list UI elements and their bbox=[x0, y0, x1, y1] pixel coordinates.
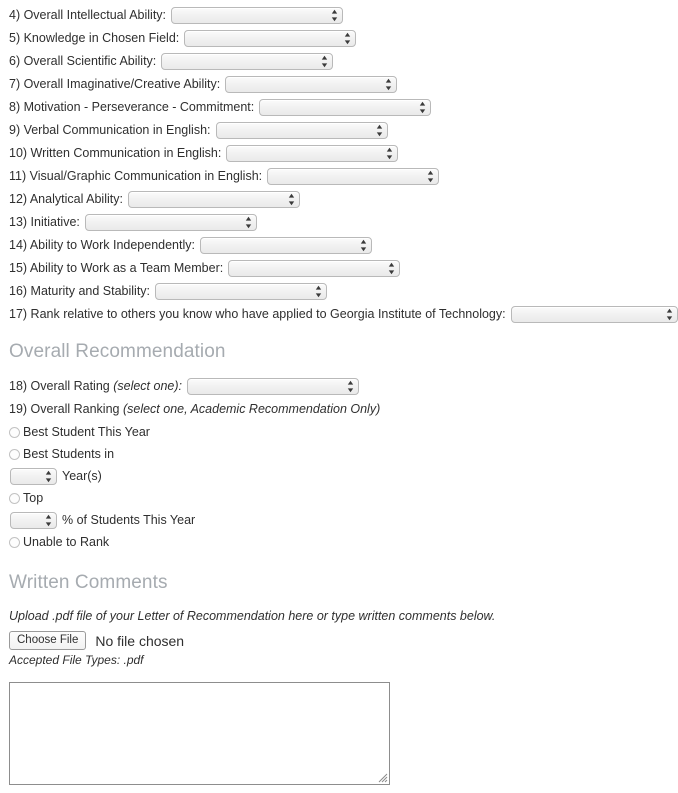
select-maturity-and-stability[interactable] bbox=[155, 283, 327, 300]
question-label-7: 7) Overall Imaginative/Creative Ability: bbox=[9, 77, 221, 91]
years-select-row bbox=[9, 465, 678, 487]
question-label-17: 17) Rank relative to others you know who have applied to Georgia Institute of Technology: bbox=[9, 307, 506, 321]
radio-label-unable-to-rank: Unable to Rank bbox=[23, 535, 110, 549]
question-label-4: 4) Overall Intellectual Ability: bbox=[9, 8, 167, 22]
stepper-arrows-icon bbox=[427, 170, 434, 183]
question-label-18-italic: (select one): bbox=[113, 379, 182, 393]
question-label-5: 5) Knowledge in Chosen Field: bbox=[9, 31, 180, 45]
select-written-communication-in-english[interactable] bbox=[226, 145, 398, 162]
question-label-6: 6) Overall Scientific Ability: bbox=[9, 54, 157, 68]
stepper-arrows-icon bbox=[45, 470, 52, 483]
select-verbal-communication-in-english[interactable] bbox=[216, 122, 388, 139]
accepted-file-types-label: Accepted File Types: .pdf bbox=[9, 653, 144, 667]
choose-file-button[interactable]: Choose File bbox=[9, 631, 86, 650]
radio-best-student-this-year[interactable] bbox=[9, 427, 20, 438]
radio-row-best-student-this-year[interactable] bbox=[9, 421, 678, 443]
select-overall-rating[interactable] bbox=[187, 378, 359, 395]
select-motivation-perseverance-commitment[interactable] bbox=[259, 99, 431, 116]
select-overall-intellectual-ability[interactable] bbox=[171, 7, 343, 24]
question-label-19 bbox=[9, 402, 380, 417]
radio-label-best-students-in: Best Students in bbox=[23, 447, 115, 461]
radio-best-students-in[interactable] bbox=[9, 449, 20, 460]
file-status-label: No file chosen bbox=[95, 632, 185, 649]
section-heading-written-comments: Written Comments bbox=[9, 572, 168, 593]
stepper-arrows-icon bbox=[388, 262, 395, 275]
select-overall-scientific-ability[interactable] bbox=[161, 53, 333, 70]
stepper-arrows-icon bbox=[376, 124, 383, 137]
question-label-9: 9) Verbal Communication in English: bbox=[9, 123, 211, 137]
years-suffix-label: Year(s) bbox=[62, 469, 102, 483]
radio-unable-to-rank[interactable] bbox=[9, 537, 20, 548]
question-row-10 bbox=[9, 142, 678, 165]
stepper-arrows-icon bbox=[331, 9, 338, 22]
select-visual-graphic-communication-in-english[interactable] bbox=[267, 168, 439, 185]
question-label-18-main: 18) Overall Rating bbox=[9, 379, 114, 393]
select-ability-to-work-independently[interactable] bbox=[200, 237, 372, 254]
written-comments-textarea[interactable] bbox=[9, 682, 390, 785]
select-top-percent[interactable] bbox=[10, 512, 57, 529]
question-label-10: 10) Written Communication in English: bbox=[9, 146, 222, 160]
select-analytical-ability[interactable] bbox=[128, 191, 300, 208]
select-number-of-years[interactable] bbox=[10, 468, 57, 485]
question-label-12: 12) Analytical Ability: bbox=[9, 192, 123, 206]
question-label-11: 11) Visual/Graphic Communication in English: bbox=[9, 169, 263, 183]
stepper-arrows-icon bbox=[344, 32, 351, 45]
question-row-17 bbox=[9, 303, 678, 326]
stepper-arrows-icon bbox=[347, 380, 354, 393]
percent-select-row bbox=[9, 509, 678, 531]
question-row-7 bbox=[9, 73, 678, 96]
radio-label-top: Top bbox=[23, 491, 44, 505]
question-label-14: 14) Ability to Work Independently: bbox=[9, 238, 195, 252]
select-initiative[interactable] bbox=[85, 214, 257, 231]
question-row-19 bbox=[9, 398, 678, 421]
question-label-16: 16) Maturity and Stability: bbox=[9, 284, 151, 298]
question-row-13 bbox=[9, 211, 678, 234]
question-label-19-main: 19) Overall Ranking bbox=[9, 402, 123, 416]
stepper-arrows-icon bbox=[321, 55, 328, 68]
radio-row-best-students-in[interactable] bbox=[9, 443, 678, 465]
radio-row-top[interactable] bbox=[9, 487, 678, 509]
select-knowledge-in-chosen-field[interactable] bbox=[184, 30, 356, 47]
question-row-15 bbox=[9, 257, 678, 280]
section-heading-overall-recommendation: Overall Recommendation bbox=[9, 341, 226, 362]
stepper-arrows-icon bbox=[386, 147, 393, 160]
question-row-5 bbox=[9, 27, 678, 50]
resize-grip-icon[interactable] bbox=[377, 772, 388, 783]
question-label-19-italic: (select one, Academic Recommendation Only) bbox=[122, 402, 381, 416]
question-row-4 bbox=[9, 4, 678, 27]
question-label-8: 8) Motivation - Perseverance - Commitment: bbox=[9, 100, 255, 114]
question-row-9 bbox=[9, 119, 678, 142]
select-rank-relative-to-others[interactable] bbox=[511, 306, 678, 323]
question-label-18 bbox=[9, 379, 182, 394]
select-overall-imaginative-creative-ability[interactable] bbox=[225, 76, 397, 93]
stepper-arrows-icon bbox=[666, 308, 673, 321]
question-label-15: 15) Ability to Work as a Team Member: bbox=[9, 261, 224, 275]
stepper-arrows-icon bbox=[45, 514, 52, 527]
upload-instruction-text: Upload .pdf file of your Letter of Recommendation here or type written comments below. bbox=[9, 609, 496, 623]
select-ability-to-work-as-a-team-member[interactable] bbox=[228, 260, 400, 277]
radio-row-unable-to-rank[interactable] bbox=[9, 531, 678, 553]
stepper-arrows-icon bbox=[360, 239, 367, 252]
question-row-16 bbox=[9, 280, 678, 303]
question-row-11 bbox=[9, 165, 678, 188]
question-row-18 bbox=[9, 375, 678, 398]
stepper-arrows-icon bbox=[419, 101, 426, 114]
question-row-12 bbox=[9, 188, 678, 211]
radio-label-best-student-this-year: Best Student This Year bbox=[23, 425, 150, 439]
stepper-arrows-icon bbox=[385, 78, 392, 91]
stepper-arrows-icon bbox=[288, 193, 295, 206]
stepper-arrows-icon bbox=[315, 285, 322, 298]
question-label-13: 13) Initiative: bbox=[9, 215, 80, 229]
radio-top[interactable] bbox=[9, 493, 20, 504]
stepper-arrows-icon bbox=[245, 216, 252, 229]
question-row-6 bbox=[9, 50, 678, 73]
percent-suffix-label: % of Students This Year bbox=[62, 513, 196, 527]
file-upload-row bbox=[9, 631, 678, 650]
question-row-14 bbox=[9, 234, 678, 257]
question-row-8 bbox=[9, 96, 678, 119]
